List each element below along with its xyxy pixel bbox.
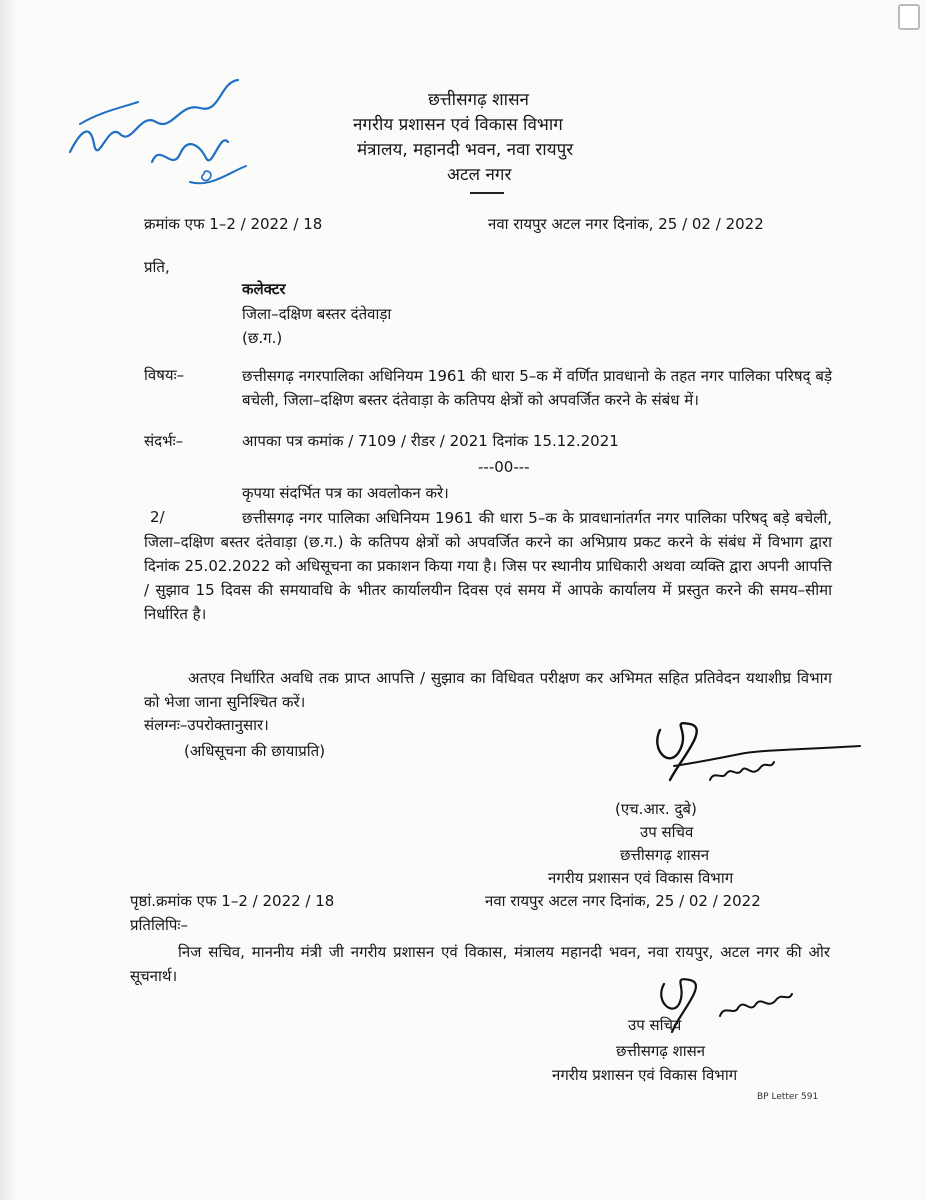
subject-label: विषयः–	[144, 366, 185, 384]
reference-label: संदर्भः–	[144, 432, 184, 450]
letterhead-line-2: नगरीय प्रशासन एवं विकास विभाग	[353, 115, 563, 135]
endorsement-sign-dept: नगरीय प्रशासन एवं विकास विभाग	[552, 1066, 738, 1084]
signature-1	[640, 710, 870, 800]
letterhead-line-4: अटल नगर	[447, 165, 512, 185]
to-name: कलेक्टर	[242, 280, 286, 298]
to-prefix: प्रति,	[144, 258, 170, 276]
ref-number: क्रमांक एफ 1–2 / 2022 / 18	[144, 215, 323, 233]
signatory-name: (एच.आर. दुबे)	[615, 800, 697, 818]
signatory-dept: नगरीय प्रशासन एवं विकास विभाग	[548, 869, 734, 887]
copy-label: प्रतिलिपिः–	[130, 916, 188, 934]
to-district: जिला–दक्षिण बस्तर दंतेवाड़ा	[242, 305, 392, 323]
page-edge-shadow	[0, 0, 18, 1200]
footer-code: BP Letter 591	[757, 1092, 819, 1102]
para3-text: अतएव निर्धारित अवधि तक प्राप्त आपत्ति / सुझाव का विधिवत परीक्षण कर अभिमत सहित प्रतिवेदन यथाशीघ्र विभाग को भेजा जाना सुनिश्चित करें।	[144, 669, 832, 711]
para2-text: छत्तीसगढ़ नगर पालिका अधिनियम 1961 की धारा 5–क के प्रावधानांतर्गत नगर पालिका परिषद् बड़े बचेली, जिला–दक्षिण बस्तर दंतेवाड़ा (छ.ग.) के कतिपय क्षेत्रों को अपवर्जित करने का अभिप्राय प्रकट करने के संबंध में विभाग द्वारा दिनांक 25.02.2022 को अधिसूचना का प्रकाशन किया गया है। जिस पर स्थानीय प्राधिकारी अथवा व्यक्ति द्वारा अपनी आपत्ति / सुझाव 15 दिवस की समयावधि के भीतर कार्यालयीन दिवस एवं समय में आपके कार्यालय में प्रस्तुत करने की समय–सीमा निर्धारित है।	[144, 509, 832, 623]
reference-text: आपका पत्र कमांक / 7109 / रीडर / 2021 दिनांक 15.12.2021	[242, 432, 619, 450]
handwritten-annotation	[60, 62, 260, 202]
corner-icon	[898, 4, 920, 30]
para2-number: 2/	[150, 508, 165, 526]
ref-place-date: नवा रायपुर अटल नगर दिनांक, 25 / 02 / 2022	[488, 215, 764, 233]
enclosure: संलग्नः–उपरोक्तानुसार।	[144, 716, 269, 734]
letterhead-line-3: मंत्रालय, महानदी भवन, नवा रायपुर	[357, 140, 574, 160]
letterhead-line-1: छत्तीसगढ़ शासन	[428, 90, 529, 110]
to-state: (छ.ग.)	[242, 329, 283, 347]
letterhead-underline	[470, 192, 504, 194]
signatory-designation: उप सचिव	[640, 823, 694, 841]
endorsement-place-date: नवा रायपुर अटल नगर दिनांक, 25 / 02 / 2022	[485, 892, 761, 910]
endorsement-number: पृष्ठां.क्रमांक एफ 1–2 / 2022 / 18	[130, 892, 335, 910]
subject-text: छत्तीसगढ़ नगरपालिका अधिनियम 1961 की धारा 5–क में वर्णित प्रावधानो के तहत नगर पालिका परिषद् बड़े बचेली, जिला–दक्षिण बस्तर दंतेवाड़ा के कतिपय क्षेत्रों को अपवर्जित करने के संबंध में।	[242, 367, 832, 409]
reference-note: कृपया संदर्भित पत्र का अवलोकन करे।	[242, 484, 449, 502]
endorsement-sign-govt: छत्तीसगढ़ शासन	[616, 1042, 706, 1060]
endorsement-sign-designation: उप सचिव	[628, 1016, 682, 1034]
enclosure-note: (अधिसूचना की छायाप्रति)	[184, 742, 326, 760]
copy-text: निज सचिव, माननीय मंत्री जी नगरीय प्रशासन एवं विकास, मंत्रालय महानदी भवन, नवा रायपुर, अटल नगर की ओर सूचनार्थ।	[130, 943, 830, 985]
reference-divider: ---00---	[478, 458, 530, 476]
signatory-govt: छत्तीसगढ़ शासन	[620, 846, 710, 864]
